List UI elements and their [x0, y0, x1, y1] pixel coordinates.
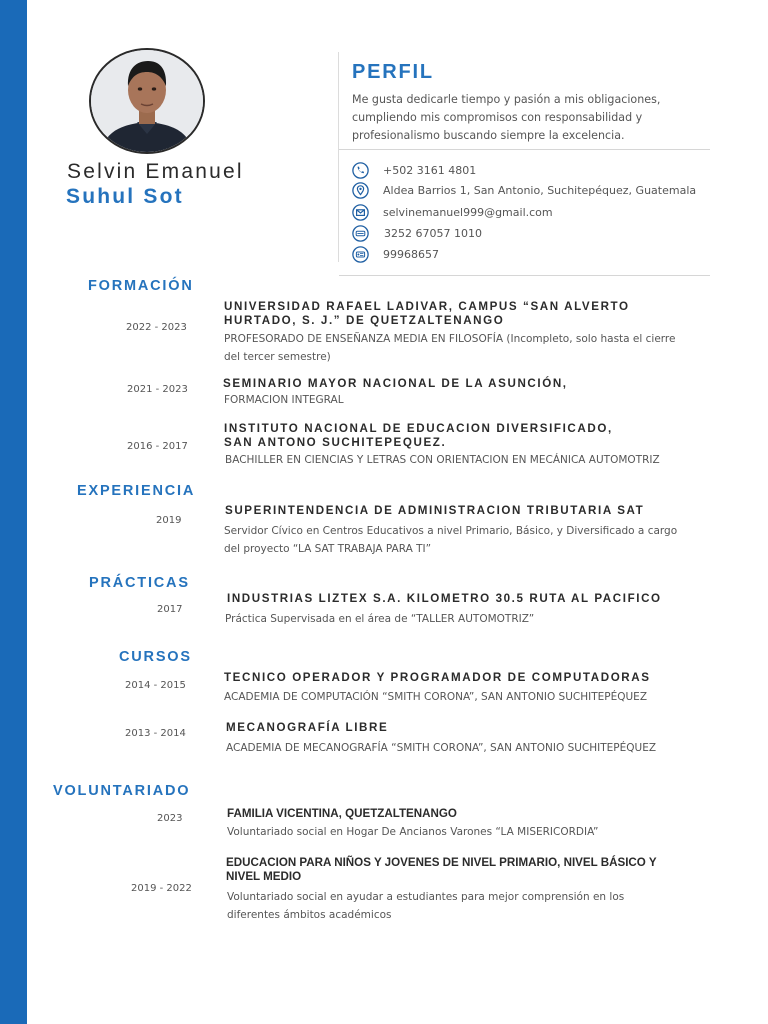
entry-title: EDUCACION PARA NIÑOS Y JOVENES DE NIVEL PRIMARIO, NIVEL BÁSICO Y NIVEL MEDIO: [226, 856, 657, 883]
contact-text: 99968657: [383, 247, 439, 261]
entry-description: ACADEMIA DE COMPUTACIÓN “SMITH CORONA”, SAN ANTONIO SUCHITEPÉQUEZ: [224, 691, 648, 703]
entry-description: Servidor Cívico en Centros Educativos a nivel Primario, Básico, y Diversificado a cargo del proyecto “LA SAT TRABAJA PARA TI”: [224, 525, 678, 555]
profile-title: PERFIL: [352, 61, 434, 83]
entry-title: INSTITUTO NACIONAL DE EDUCACION DIVERSIFICADO, SAN ANTONO SUCHITEPEQUEZ.: [224, 422, 613, 449]
entry-title: SUPERINTENDENCIA DE ADMINISTRACION TRIBUTARIA SAT: [225, 504, 645, 517]
section-title-formacion: FORMACIÓN: [88, 278, 194, 294]
contact-nit: [352, 245, 439, 263]
nit-id-icon: [352, 246, 369, 263]
section-title-experiencia: EXPERIENCIA: [77, 483, 196, 499]
entry-date: 2017: [157, 604, 183, 615]
entry-title: MECANOGRAFÍA LIBRE: [226, 721, 389, 734]
profile-text: Me gusta dedicarle tiempo y pasión a mis obligaciones, cumpliendo mis compromisos con responsabilidad y profesionalismo buscando siempre la excelencia.: [352, 93, 661, 142]
contact-email: [352, 203, 553, 221]
last-name: Suhul Sot: [66, 185, 184, 208]
entry-date: 2022 - 2023: [126, 322, 187, 333]
profile-photo: [89, 48, 205, 154]
entry-description: Voluntariado social en ayudar a estudiantes para mejor comprensión en los diferentes ámbitos académicos: [227, 891, 625, 921]
entry-title: UNIVERSIDAD RAFAEL LADIVAR, CAMPUS “SAN ALVERTO HURTADO, S. J.” DE QUETZALTENANGO: [224, 300, 630, 327]
first-name: Selvin Emanuel: [67, 160, 244, 183]
section-title-cursos: CURSOS: [119, 649, 192, 665]
contact-text: selvinemanuel999@gmail.com: [383, 205, 553, 219]
contact-phone: [352, 161, 476, 179]
entry-title: INDUSTRIAS LIZTEX S.A. KILOMETRO 30.5 RUTA AL PACIFICO: [227, 592, 662, 605]
entry-date: 2019 - 2022: [131, 883, 192, 894]
entry-date: 2014 - 2015: [125, 680, 186, 691]
entry-title: TECNICO OPERADOR Y PROGRAMADOR DE COMPUTADORAS: [224, 671, 651, 684]
section-title-practicas: PRÁCTICAS: [89, 575, 190, 591]
vertical-divider: [338, 52, 339, 262]
contact-text: Aldea Barrios 1, San Antonio, Suchitepéquez, Guatemala: [383, 183, 697, 197]
phone-icon: [352, 162, 369, 179]
entry-date: 2019: [156, 515, 182, 526]
left-accent-bar: [0, 0, 27, 1024]
entry-description: FORMACION INTEGRAL: [224, 394, 344, 406]
entry-title: SEMINARIO MAYOR NACIONAL DE LA ASUNCIÓN,: [223, 377, 568, 390]
entry-description: ACADEMIA DE MECANOGRAFÍA “SMITH CORONA”, SAN ANTONIO SUCHITEPÉQUEZ: [226, 742, 657, 754]
contact-divider: [339, 275, 710, 276]
entry-date: 2013 - 2014: [125, 728, 186, 739]
entry-description: Voluntariado social en Hogar De Ancianos Varones “LA MISERICORDIA”: [227, 826, 599, 838]
profile-divider: [339, 149, 710, 150]
entry-date: 2016 - 2017: [127, 441, 188, 452]
contact-text: +502 3161 4801: [383, 163, 477, 177]
entry-description: BACHILLER EN CIENCIAS Y LETRAS CON ORIENTACION EN MECÁNICA AUTOMOTRIZ: [225, 454, 660, 466]
contact-text: 3252 67057 1010: [384, 226, 482, 240]
email-icon: [352, 204, 369, 221]
section-title-voluntariado: VOLUNTARIADO: [53, 783, 191, 799]
entry-description: PROFESORADO DE ENSEÑANZA MEDIA EN FILOSOFÍA (Incompleto, solo hasta el cierre del tercer semestre): [224, 333, 676, 363]
entry-title: FAMILIA VICENTINA, QUETZALTENANGO: [227, 807, 457, 820]
location-pin-icon: [352, 182, 369, 199]
contact-dpi: [352, 224, 482, 242]
entry-date: 2023: [157, 813, 183, 824]
entry-description: Práctica Supervisada en el área de “TALLER AUTOMOTRIZ”: [225, 613, 535, 625]
entry-date: 2021 - 2023: [127, 384, 188, 395]
dpi-id-icon: [352, 225, 369, 242]
avatar: [91, 50, 203, 152]
contact-address: [352, 181, 696, 199]
